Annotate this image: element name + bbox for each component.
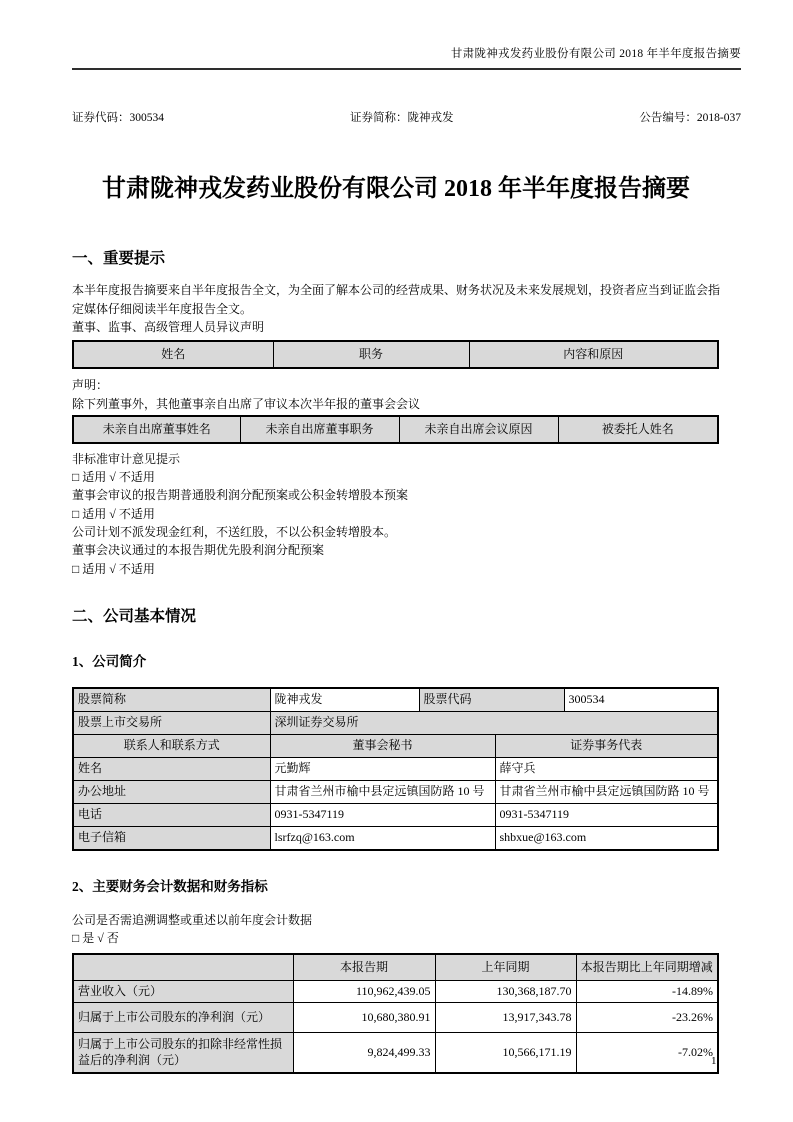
financial-col-current: 本报告期 xyxy=(293,954,435,981)
financial-col-change: 本报告期比上年同期增减 xyxy=(576,954,718,981)
audit-opinion-checkline: □ 适用 √ 不适用 xyxy=(72,470,155,485)
profile-row-email xyxy=(73,826,718,850)
financial-table xyxy=(72,953,719,1074)
dissent-col-name: 姓名 xyxy=(73,341,273,368)
stock-code-label: 股票代码 xyxy=(419,688,564,712)
deducted-profit-current: 9,824,499.33 xyxy=(293,1032,435,1073)
dissent-statement-label: 董事、监事、高级管理人员异议声明 xyxy=(72,320,265,334)
absent-directors-table xyxy=(72,415,719,444)
running-header xyxy=(72,47,741,70)
representative-address: 甘肃省兰州市榆中县定远镇国防路 10 号 xyxy=(495,780,718,803)
contact-header-label: 联系人和联系方式 xyxy=(73,734,270,757)
profile-row-contact-header xyxy=(73,734,718,757)
deducted-profit-prior: 10,566,171.19 xyxy=(435,1032,576,1073)
absent-table-header-row xyxy=(73,416,718,443)
financial-row-deducted-profit xyxy=(73,1032,718,1073)
running-header-text: 甘肃陇神戎发药业股份有限公司 2018 年半年度报告摘要 xyxy=(450,48,741,60)
financial-row-revenue xyxy=(73,980,718,1002)
dissent-col-position: 职务 xyxy=(273,341,469,368)
profile-row-address xyxy=(73,780,718,803)
restatement-question: 公司是否需追溯调整或重述以前年度会计数据 xyxy=(72,912,313,927)
profile-row-phone xyxy=(73,803,718,826)
net-profit-label: 归属于上市公司股东的净利润（元） xyxy=(73,1002,293,1032)
absent-col-reason: 未亲自出席会议原因 xyxy=(399,416,558,443)
meta-row xyxy=(72,111,741,125)
representative-email: shbxue@163.com xyxy=(495,826,718,850)
stock-abbr: 证券简称：陇神戎发 xyxy=(349,112,454,124)
restatement-checkline: □ 是 √ 否 xyxy=(72,931,119,946)
dissent-table-header-row xyxy=(73,341,718,368)
secretary-email: lsrfzq@163.com xyxy=(270,826,495,850)
statement-label: 声明： xyxy=(72,378,109,393)
secretary-address: 甘肃省兰州市榆中县定远镇国防路 10 号 xyxy=(270,780,495,803)
absent-col-name: 未亲自出席董事姓名 xyxy=(73,416,240,443)
exchange-label: 股票上市交易所 xyxy=(73,711,270,734)
profile-row-name xyxy=(73,757,718,780)
exchange-value: 深圳证券交易所 xyxy=(270,711,718,734)
company-profile-table xyxy=(72,687,719,851)
audit-opinion-note: 非标准审计意见提示 xyxy=(72,451,181,466)
section-1-heading: 一、重要提示 xyxy=(72,250,166,267)
net-profit-change: -23.26% xyxy=(576,1002,718,1032)
deducted-profit-change: -7.02% xyxy=(576,1032,718,1073)
net-profit-prior: 13,917,343.78 xyxy=(435,1002,576,1032)
contact-header-representative: 证券事务代表 xyxy=(495,734,718,757)
financial-col-prior: 上年同期 xyxy=(435,954,576,981)
secretary-phone: 0931-5347119 xyxy=(270,803,495,826)
revenue-label: 营业收入（元） xyxy=(73,980,293,1002)
name-label: 姓名 xyxy=(73,757,270,780)
representative-name: 薛守兵 xyxy=(495,757,718,780)
dissent-table xyxy=(72,340,719,369)
secretary-name: 元勤辉 xyxy=(270,757,495,780)
preferred-dividend-note: 董事会决议通过的本报告期优先股利润分配预案 xyxy=(72,543,325,558)
dissent-col-reason: 内容和原因 xyxy=(469,341,718,368)
document-content xyxy=(72,0,741,1074)
announcement-number: 公告编号：2018-037 xyxy=(639,112,741,124)
deducted-profit-label: 归属于上市公司股东的扣除非经常性损益后的净利润（元） xyxy=(73,1032,293,1073)
address-label: 办公地址 xyxy=(73,780,270,803)
company-profile-heading: 1、公司简介 xyxy=(72,653,147,669)
net-profit-current: 10,680,380.91 xyxy=(293,1002,435,1032)
financial-row-net-profit xyxy=(73,1002,718,1032)
contact-header-secretary: 董事会秘书 xyxy=(270,734,495,757)
stock-code: 证券代码：300534 xyxy=(72,112,164,124)
financial-header-row xyxy=(73,954,718,981)
page-number: 1 xyxy=(711,1055,717,1067)
absent-col-delegate: 被委托人姓名 xyxy=(558,416,718,443)
section-2-heading: 二、公司基本情况 xyxy=(72,607,197,625)
revenue-current: 110,962,439.05 xyxy=(293,980,435,1002)
profile-row-exchange xyxy=(73,711,718,734)
financial-col-empty xyxy=(73,954,293,981)
revenue-change: -14.89% xyxy=(576,980,718,1002)
phone-label: 电话 xyxy=(73,803,270,826)
stock-abbr-label: 股票简称 xyxy=(73,688,270,712)
absent-col-position: 未亲自出席董事职务 xyxy=(240,416,399,443)
email-label: 电子信箱 xyxy=(73,826,270,850)
preferred-dividend-checkline: □ 适用 √ 不适用 xyxy=(72,561,155,576)
stock-code-value: 300534 xyxy=(564,688,718,712)
revenue-prior: 130,368,187.70 xyxy=(435,980,576,1002)
financial-data-heading: 2、主要财务会计数据和财务指标 xyxy=(72,878,268,894)
profile-row-stock xyxy=(73,688,718,712)
intro-paragraph: 本半年度报告摘要来自半年度报告全文，为全面了解本公司的经营成果、财务状况及未来发展规划，投资者应当到证监会指定媒体仔细阅读半年度报告全文。 xyxy=(72,283,721,316)
attendance-note: 除下列董事外，其他董事亲自出席了审议本次半年报的董事会会议 xyxy=(72,396,421,411)
page-title: 甘肃陇神戎发药业股份有限公司 2018 年半年度报告摘要 xyxy=(102,176,690,202)
dividend-plan-note: 董事会审议的报告期普通股利润分配预案或公积金转增股本预案 xyxy=(72,488,409,503)
dividend-plan-checkline: □ 适用 √ 不适用 xyxy=(72,506,155,521)
no-dividend-statement: 公司计划不派发现金红利，不送红股，不以公积金转增股本。 xyxy=(72,525,397,540)
stock-abbr-value: 陇神戎发 xyxy=(270,688,419,712)
representative-phone: 0931-5347119 xyxy=(495,803,718,826)
